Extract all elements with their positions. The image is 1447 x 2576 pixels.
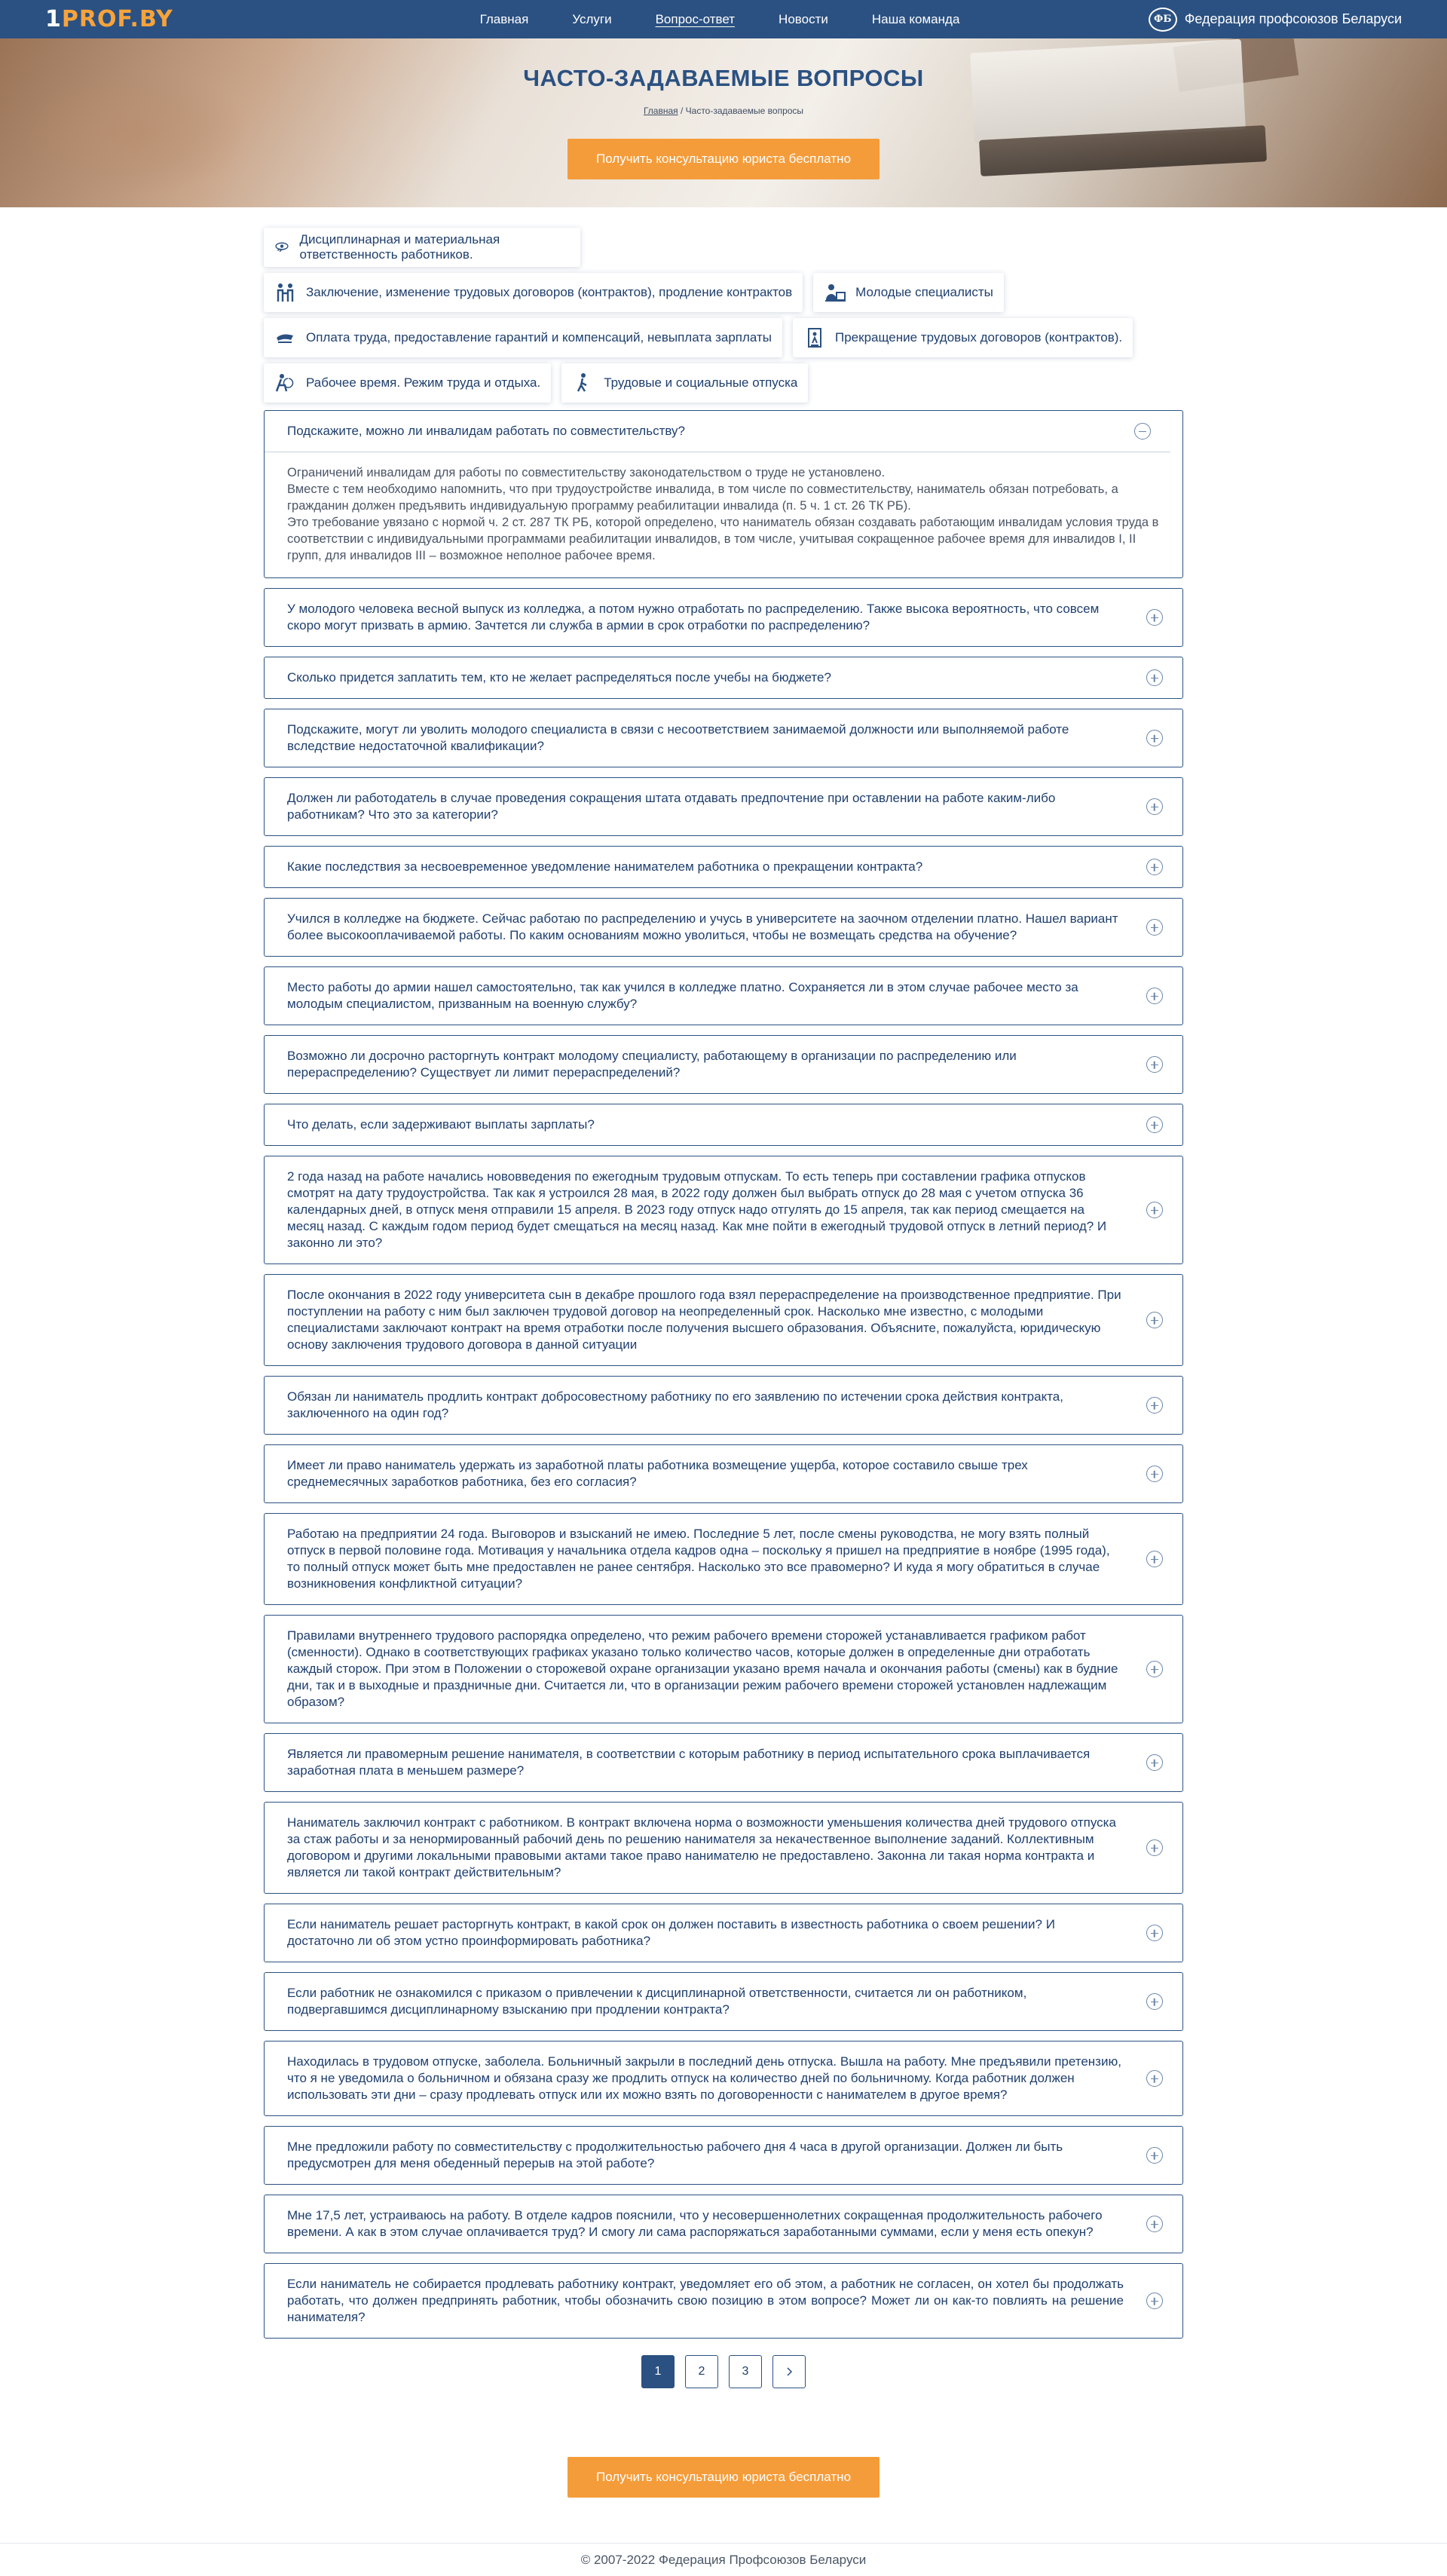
hero-banner	[0, 38, 1447, 207]
expand-icon[interactable]	[1146, 2293, 1163, 2309]
nav-team[interactable]: Наша команда	[871, 11, 960, 26]
faq-item	[264, 709, 1183, 767]
expand-icon[interactable]	[1146, 1466, 1163, 1482]
faq-question[interactable]	[265, 1445, 1182, 1502]
site-logo[interactable]: 1PROF.BY	[45, 6, 173, 32]
chevron-right-icon	[784, 2366, 794, 2377]
expand-icon[interactable]	[1146, 1925, 1163, 1941]
faq-item	[264, 898, 1183, 957]
faq-question-text: 2 года назад на работе начались нововведения по ежегодным трудовым отпускам. То есть теперь при составлении графика отпусков смотрят на дату трудоустройства. Так как я устроился 28 мая, в 2022 году должен был выбрать отпуск до 28 мая с учетом отпуска 36 календарных дней, в отпуск меня отправили 15 апреля. В 2023 году отпуск надо отгулять до 15 апреля, так как период смещается на месяц назад. С каждым годом период будет смещаться на месяц назад. Как мне пойти в ежегодный трудовой отпуск в летний период? И законно ли это?	[287, 1169, 1107, 1250]
page-1-button[interactable]: 1	[641, 2355, 675, 2388]
nav-home[interactable]: Главная	[479, 11, 529, 26]
category-label: Заключение, изменение трудовых договоров (контрактов), продление контрактов	[306, 285, 793, 299]
federation-logo-icon: ФБ	[1149, 8, 1177, 32]
category-label: Прекращение трудовых договоров (контрактов).	[835, 330, 1123, 345]
category-young-specialists[interactable]	[813, 273, 1004, 312]
faq-item	[264, 1156, 1183, 1264]
faq-question[interactable]	[265, 411, 1170, 452]
faq-question[interactable]	[265, 2127, 1182, 2184]
category-label: Рабочее время. Режим труда и отдыха.	[306, 375, 541, 390]
top-navbar	[0, 0, 1447, 38]
page-title: ЧАСТО-ЗАДАВАЕМЫЕ ВОПРОСЫ	[523, 65, 924, 91]
category-work-time[interactable]	[264, 363, 551, 403]
expand-icon[interactable]	[1146, 669, 1163, 686]
faq-question[interactable]	[265, 709, 1182, 767]
eye-icon	[274, 237, 290, 258]
faq-question-text: После окончания в 2022 году университета сын в декабре прошлого года взял перераспределение на производственное предприятие. При поступлении на работу с ним был заключен трудовой договор на неопределенный срок. Насколько мне известно, с молодыми специалистами заключают контракт на время отработки после получения высшего образования. Объясните, пожалуйста, юридическую основу заключения трудового договора в данной ситуации	[287, 1288, 1121, 1352]
faq-item	[264, 2126, 1183, 2185]
faq-question-text: Если наниматель не собирается продлевать работнику контракт, уведомляет его об этом, а работник не согласен, он хотел бы продолжать работать, что должен предпринять работник, чтобы обозначить свою позицию в этом вопросе? Может ли он как-то повлиять на решение нанимателя?	[287, 2277, 1124, 2324]
expand-icon[interactable]	[1146, 1839, 1163, 1856]
faq-question[interactable]	[265, 589, 1182, 646]
faq-question-text: Работаю на предприятии 24 года. Выговоров и взысканий не имею. Последние 5 лет, после смены руководства, не могу взять полный отпуск в первой половине года. Мотивация у начальника отдела кадров одна – поскольку я пришел на предприятие в ноябре (1995 года), то полный отпуск может быть мне предоставлен не ранее сентября. Насколько это все правомерно? И куда я могу обратиться в случае возникновения конфликтной ситуации?	[287, 1527, 1110, 1591]
faq-question[interactable]	[265, 1734, 1182, 1791]
faq-question-text: Имеет ли право наниматель удержать из заработной платы работника возмещение ущерба, которое составило свыше трех среднемесячных заработков работника, без его согласия?	[287, 1458, 1028, 1489]
faq-question-text: Что делать, если задерживают выплаты зарплаты?	[287, 1117, 595, 1132]
faq-question-text: Учился в колледже на бюджете. Сейчас работаю по распределению и учусь в университете на заочном отделении платно. Нашел вариант более высокооплачиваемой работы. По каким основаниям можно уволиться, чтобы не возмещать средства на обучение?	[287, 911, 1118, 942]
faq-question[interactable]	[265, 1514, 1182, 1604]
faq-item	[264, 846, 1183, 888]
collapse-icon[interactable]	[1134, 423, 1151, 440]
expand-icon[interactable]	[1146, 2147, 1163, 2164]
category-label: Дисциплинарная и материальная ответственность работников.	[299, 232, 500, 262]
faq-item	[264, 657, 1183, 699]
next-page-button[interactable]	[772, 2355, 806, 2388]
faq-item	[264, 1513, 1183, 1605]
faq-question[interactable]	[265, 899, 1182, 956]
breadcrumb-current: Часто-задаваемые вопросы	[685, 106, 804, 116]
expand-icon[interactable]	[1146, 988, 1163, 1004]
faq-item	[264, 1444, 1183, 1503]
consultation-button-bottom[interactable]: Получить консультацию юриста бесплатно	[567, 2457, 880, 2498]
category-contracts[interactable]	[264, 273, 803, 312]
breadcrumb-home[interactable]: Главная	[643, 106, 678, 116]
faq-item	[264, 1904, 1183, 1962]
faq-question-text: Место работы до армии нашел самостоятельно, так как учился в колледже платно. Сохраняется ли в этом случае рабочее место за молодым специалистом, призванным на военную службу?	[287, 980, 1078, 1011]
category-label: Молодые специалисты	[855, 285, 993, 299]
federation-name: Федерация профсоюзов Беларуси	[1184, 11, 1402, 26]
faq-item	[264, 1104, 1183, 1146]
faq-question-text: Правилами внутреннего трудового распорядка определено, что режим рабочего времени сторожей устанавливается графиком работ (сменности). Однако в соответствующих графиках указано только количество часов, которые должен в определенные дни отработать каждый сторож. При этом в Положении о сторожевой охране организации указано время начала и окончания работы (смены) как в будние дни, так и в выходные и праздничные дни. Считается ли, что в организации режим рабочего времени сторожей установлен надлежащим образом?	[287, 1628, 1118, 1709]
expand-icon[interactable]	[1146, 798, 1163, 815]
category-salary[interactable]	[264, 318, 782, 357]
document-exit-icon	[803, 327, 826, 348]
faq-item	[264, 2041, 1183, 2116]
faq-question[interactable]	[265, 778, 1182, 835]
faq-item	[264, 588, 1183, 647]
faq-item-open	[264, 410, 1183, 578]
pagination	[264, 2355, 1183, 2388]
faq-question[interactable]	[265, 847, 1182, 887]
expand-icon[interactable]	[1146, 1551, 1163, 1567]
faq-question-text: У молодого человека весной выпуск из колледжа, а потом нужно отработать по распределению. Также высока вероятность, что совсем скоро могут призвать в армию. Зачтется ли служба в армии в срок отработки по распределению?	[287, 602, 1100, 633]
faq-question[interactable]	[265, 1377, 1182, 1434]
faq-question-text: Обязан ли наниматель продлить контракт добросовестному работнику по его заявлению по истечении срока действия контракта, заключенного на один год?	[287, 1389, 1063, 1420]
vacation-icon	[572, 372, 595, 394]
page-3-button[interactable]: 3	[729, 2355, 762, 2388]
expand-icon[interactable]	[1146, 1202, 1163, 1218]
faq-question[interactable]	[265, 1156, 1182, 1263]
faq-question-text: Является ли правомерным решение нанимателя, в соответствии с которым работнику в период испытательного срока выплачивается заработная плата в меньшем размере?	[287, 1747, 1091, 1778]
expand-icon[interactable]	[1146, 859, 1163, 875]
faq-item	[264, 1802, 1183, 1894]
handshake-icon	[274, 282, 297, 303]
faq-question[interactable]	[265, 1803, 1182, 1893]
breadcrumb-separator: /	[678, 106, 686, 116]
faq-question-text: Наниматель заключил контракт с работником. В контракт включена норма о возможности уменьшения количества дней трудового отпуска за стаж работы и за ненормированный рабочий день по решению нанимателя за некачественное выполнение заданий. Коллективным договором и другими локальными правовыми актами такое право нанимателю не предоставлено. Законна ли такая норма контракта и является ли такой контракт действительным?	[287, 1815, 1116, 1879]
faq-question[interactable]	[265, 1973, 1182, 2030]
expand-icon[interactable]	[1146, 2216, 1163, 2232]
expand-icon[interactable]	[1146, 1993, 1163, 2010]
faq-item	[264, 1733, 1183, 1792]
category-label: Оплата труда, предоставление гарантий и компенсаций, невыплата зарплаты	[306, 330, 772, 345]
faq-item	[264, 1274, 1183, 1366]
faq-question-text: Сколько придется заплатить тем, кто не желает распределяться после учебы на бюджете?	[287, 670, 831, 685]
faq-question[interactable]	[265, 657, 1182, 698]
breadcrumb	[0, 106, 1447, 116]
expand-icon[interactable]	[1146, 1754, 1163, 1771]
category-termination[interactable]	[793, 318, 1133, 357]
faq-question-text: Если работник не ознакомился с приказом о привлечении к дисциплинарной ответственности, считается ли он работником, подвергавшимся дисциплинарному взысканию при продлении контракта?	[287, 1986, 1027, 2017]
work-rest-icon	[274, 372, 297, 394]
expand-icon[interactable]	[1146, 1116, 1163, 1133]
faq-question-text: Возможно ли досрочно расторгнуть контракт молодому специалисту, работающему в организации по распределению или перераспределению? Существует ли лимит перераспределений?	[287, 1049, 1017, 1080]
category-list	[264, 228, 1183, 403]
site-footer	[0, 2543, 1447, 2576]
faq-content	[264, 207, 1183, 2498]
faq-item	[264, 2263, 1183, 2339]
nav-services[interactable]: Услуги	[572, 11, 612, 26]
expand-icon[interactable]	[1146, 609, 1163, 626]
category-vacations[interactable]	[561, 363, 808, 403]
copyright: © 2007-2022 Федерация Профсоюзов Беларуси	[580, 2552, 867, 2567]
faq-answer	[265, 452, 1182, 577]
money-icon	[274, 327, 297, 348]
faq-question-text: Мне 17,5 лет, устраиваюсь на работу. В отделе кадров пояснили, что у несовершеннолетних сокращенная продолжительность рабочего времени. А как в этом случае оплачивается труд? И смогу ли сама распоряжаться заработанными суммами, если у меня есть опекун?	[287, 2208, 1103, 2239]
faq-question[interactable]	[265, 1904, 1182, 1962]
expand-icon[interactable]	[1146, 1056, 1163, 1073]
faq-question-text: Подскажите, могут ли уволить молодого специалиста в связи с несоответствием занимаемой должности или выполняемой работе вследствие недостаточной квалификации?	[287, 722, 1069, 753]
faq-question[interactable]	[265, 1616, 1182, 1723]
expand-icon[interactable]	[1146, 1397, 1163, 1414]
faq-item	[264, 966, 1183, 1025]
faq-question-text: Если наниматель решает расторгнуть контракт, в какой срок он должен поставить в известность работника о своем решении? И достаточно ли об этом устно проинформировать работника?	[287, 1917, 1055, 1948]
faq-question[interactable]	[265, 2195, 1182, 2253]
faq-question-text: Какие последствия за несвоевременное уведомление нанимателем работника о прекращении контракта?	[287, 859, 923, 874]
expand-icon[interactable]	[1146, 919, 1163, 936]
faq-list	[264, 410, 1183, 2339]
main-nav	[0, 0, 1447, 38]
specialists-icon	[824, 282, 846, 303]
faq-question[interactable]	[265, 2042, 1182, 2115]
nav-faq[interactable]: Вопрос-ответ	[655, 11, 736, 26]
faq-question[interactable]	[265, 967, 1182, 1025]
faq-question[interactable]	[265, 1275, 1182, 1365]
expand-icon[interactable]	[1146, 1312, 1163, 1328]
category-label: Трудовые и социальные отпуска	[604, 375, 798, 390]
consultation-button[interactable]: Получить консультацию юриста бесплатно	[567, 139, 880, 179]
faq-question-text: Мне предложили работу по совместительству с продолжительностью рабочего дня 4 часа в другой организации. Должен ли быть предусмотрен для меня обеденный перерыв на этой работе?	[287, 2140, 1063, 2170]
faq-item	[264, 1972, 1183, 2031]
page-2-button[interactable]: 2	[685, 2355, 718, 2388]
expand-icon[interactable]	[1146, 1661, 1163, 1677]
faq-item	[264, 1376, 1183, 1435]
faq-question[interactable]	[265, 1104, 1182, 1145]
faq-item	[264, 1035, 1183, 1094]
faq-item	[264, 777, 1183, 836]
faq-item	[264, 1615, 1183, 1723]
faq-question-text: Находилась в трудовом отпуске, заболела. Больничный закрыли в последний день отпуска. Вышла на работу. Мне предъявили претензию, что я не уведомила о больничном и обязана сразу же продлить отпуск на количество дней по больничному. Когда работник должен использовать эти дни – сразу продлевать отпуск или их можно взять по договоренности с нанимателем в другое время?	[287, 2054, 1121, 2102]
category-discipline[interactable]	[264, 228, 580, 267]
nav-news[interactable]: Новости	[779, 11, 828, 26]
expand-icon[interactable]	[1146, 730, 1163, 746]
expand-icon[interactable]	[1146, 2070, 1163, 2087]
faq-question[interactable]	[265, 2264, 1182, 2338]
faq-question[interactable]	[265, 1036, 1182, 1093]
faq-answer-paragraph: Вместе с тем необходимо напомнить, что при трудоустройстве инвалида, в том числе по совместительству, наниматель обязан потребовать, а гражданин должен предъявить индивидуальную программу реабилитации инвалида (п. 5 ч. 1 ст. 26 ТК РБ).	[287, 482, 1118, 513]
faq-answer-paragraph: Ограничений инвалидам для работы по совместительству законодательством о труде не установлено.	[287, 466, 886, 479]
faq-item	[264, 2195, 1183, 2253]
faq-answer-paragraph: Это требование увязано с нормой ч. 2 ст. 287 ТК РБ, которой определено, что наниматель обязан создавать работающим инвалидам условия труда в соответствии с индивидуальными программами реабилитации инвалидов, в том числе, учитывая сокращенное рабочее время для инвалидов I, II групп, для инвалидов III – возможное неполное рабочее время.	[287, 516, 1159, 562]
faq-question-text: Должен ли работодатель в случае проведения сокращения штата отдавать предпочтение при оставлении на работе каким-либо работникам? Что это за категории?	[287, 791, 1056, 822]
faq-question-text: Подскажите, можно ли инвалидам работать по совместительству?	[287, 424, 685, 438]
